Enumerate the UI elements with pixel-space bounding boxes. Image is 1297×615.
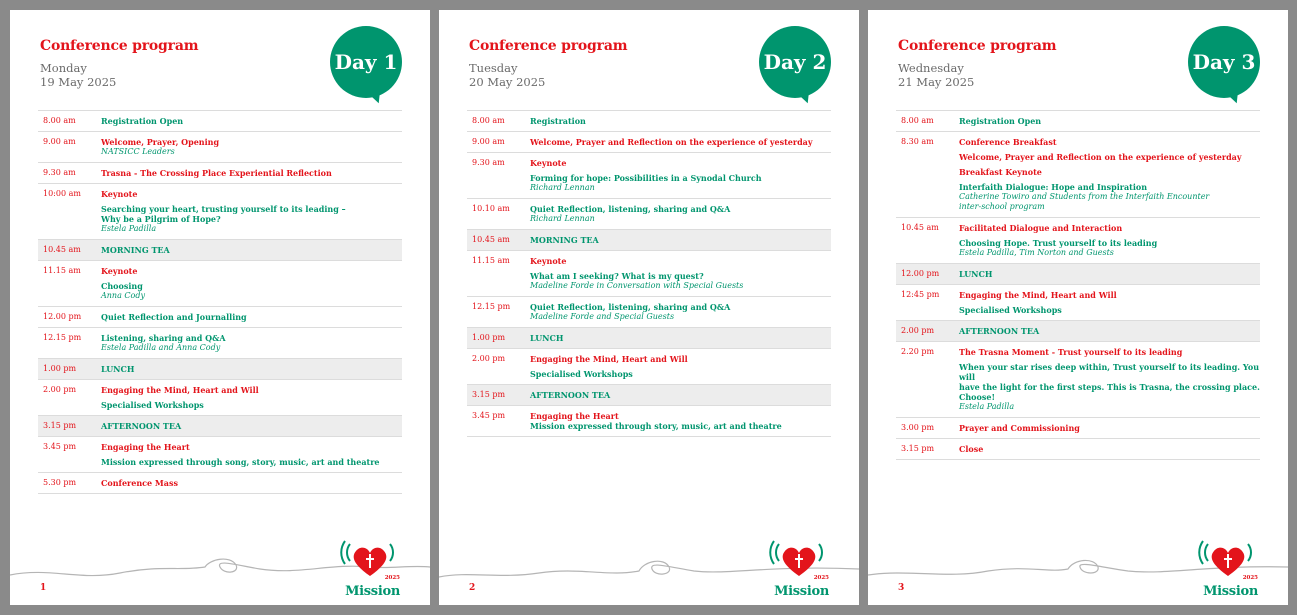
session-speaker: Anna Cody xyxy=(101,291,145,300)
session-title: Engaging the Heart xyxy=(530,411,619,421)
session-details xyxy=(530,235,831,245)
session-details xyxy=(530,333,831,343)
logo-text: Mission xyxy=(1203,584,1258,599)
session-title: LUNCH xyxy=(101,364,135,374)
session-title: Engaging the Mind, Heart and Will xyxy=(530,354,688,364)
session-time: 10.10 am xyxy=(472,204,510,213)
schedule-table xyxy=(896,110,1260,460)
session-time: 8.00 am xyxy=(43,116,76,125)
session-time: 12.00 pm xyxy=(901,269,940,278)
session-speaker: Madeline Forde and Special Guests xyxy=(530,312,675,321)
session-title: Engaging the Mind, Heart and Will xyxy=(101,385,259,395)
session-title: Interfaith Dialogue: Hope and Inspiration xyxy=(959,182,1148,192)
session-time: 1.00 pm xyxy=(472,333,506,342)
session-details xyxy=(530,204,831,224)
weekday: Tuesday xyxy=(469,61,518,75)
session-title: The Trasna Moment - Trust yourself to its leading xyxy=(959,347,1183,357)
schedule-row xyxy=(38,163,402,184)
session-time: 3.15 pm xyxy=(43,421,77,430)
page-number: 1 xyxy=(40,583,47,593)
schedule-row xyxy=(38,261,402,307)
schedule-row xyxy=(467,111,831,132)
schedule-row xyxy=(38,416,402,437)
session-title: Breakfast Keynote xyxy=(959,167,1042,177)
session-title: Quiet Reflection, listening, sharing and Q&A xyxy=(530,204,731,214)
session-time: 1.00 pm xyxy=(43,364,77,373)
page-title: Conference program xyxy=(40,38,199,54)
session-title: Registration Open xyxy=(959,116,1042,126)
session-details xyxy=(530,302,831,322)
weekday: Wednesday xyxy=(898,61,964,75)
program-page-day-3 xyxy=(868,10,1288,605)
session-time: 9.00 am xyxy=(43,137,76,146)
session-details xyxy=(101,442,402,467)
schedule-table xyxy=(38,110,402,494)
schedule-row xyxy=(467,349,831,385)
session-title: Keynote xyxy=(101,266,138,276)
page-number: 3 xyxy=(898,583,905,593)
session-title: Specialised Workshops xyxy=(959,305,1062,315)
session-details xyxy=(530,354,831,379)
session-speaker: Estela Padilla and Anna Cody xyxy=(101,343,221,352)
schedule-row xyxy=(896,264,1260,285)
mission-logo-heart-icon xyxy=(769,536,829,591)
session-details xyxy=(959,137,1260,212)
session-time: 2.00 pm xyxy=(901,326,935,335)
session-title: When your star rises deep within, Trust yourself to its leading. You will xyxy=(959,362,1260,382)
day-badge: Day 2 xyxy=(759,26,831,98)
session-title: MORNING TEA xyxy=(530,235,599,245)
mission-logo-heart-icon xyxy=(1198,536,1258,591)
session-details xyxy=(101,189,402,234)
session-time: 10.45 am xyxy=(472,235,510,244)
session-title: Choosing Hope. Trust yourself to its leading xyxy=(959,238,1158,248)
schedule-row xyxy=(38,132,402,163)
session-speaker: Estela Padilla xyxy=(959,402,1015,411)
program-page-day-2 xyxy=(439,10,859,605)
schedule-row xyxy=(38,328,402,359)
schedule-row xyxy=(896,439,1260,460)
session-title: Welcome, Prayer and Reflection on the experience of yesterday xyxy=(530,137,813,147)
session-details xyxy=(101,245,402,255)
session-title: LUNCH xyxy=(959,269,993,279)
session-time: 8.00 am xyxy=(901,116,934,125)
session-title: Mission expressed through story, music, art and theatre xyxy=(530,421,782,431)
session-time: 2.00 pm xyxy=(43,385,77,394)
schedule-row xyxy=(896,285,1260,321)
session-details xyxy=(530,411,831,431)
date: 20 May 2025 xyxy=(469,75,546,89)
date: 21 May 2025 xyxy=(898,75,975,89)
page-title: Conference program xyxy=(898,38,1057,54)
session-time: 10:00 am xyxy=(43,189,81,198)
schedule-row xyxy=(467,251,831,297)
session-speaker: Richard Lennan xyxy=(530,214,595,223)
session-title: Keynote xyxy=(101,189,138,199)
schedule-table xyxy=(467,110,831,437)
session-time: 8.30 am xyxy=(901,137,934,146)
session-title: Keynote xyxy=(530,256,567,266)
logo-text: Mission xyxy=(345,584,400,599)
page-number: 2 xyxy=(469,583,476,593)
session-speaker: inter-school program xyxy=(959,202,1045,211)
session-details xyxy=(959,444,1260,454)
session-time: 10.45 am xyxy=(901,223,939,232)
schedule-row xyxy=(38,307,402,328)
program-page-day-1 xyxy=(10,10,430,605)
session-details xyxy=(959,223,1260,258)
session-speaker: Catherine Towiro and Students from the Interfaith Encounter xyxy=(959,192,1210,201)
schedule-row xyxy=(896,111,1260,132)
session-details xyxy=(101,421,402,431)
session-details xyxy=(101,168,402,178)
session-time: 11.15 am xyxy=(472,256,510,265)
schedule-row xyxy=(467,132,831,153)
session-time: 2.20 pm xyxy=(901,347,935,356)
schedule-row xyxy=(896,218,1260,264)
session-time: 12.00 pm xyxy=(43,312,82,321)
session-time: 2.00 pm xyxy=(472,354,506,363)
schedule-row xyxy=(38,184,402,240)
session-details xyxy=(101,478,402,488)
session-time: 3.00 pm xyxy=(901,423,935,432)
weekday: Monday xyxy=(40,61,87,75)
session-title: Searching your heart, trusting yourself to its leading – xyxy=(101,204,346,214)
session-title: What am I seeking? What is my quest? xyxy=(530,271,704,281)
session-details xyxy=(530,158,831,193)
session-title: Close xyxy=(959,444,984,454)
logo-year: 2025 xyxy=(384,575,400,581)
session-title: Quiet Reflection, listening, sharing and Q&A xyxy=(530,302,731,312)
session-title: AFTERNOON TEA xyxy=(101,421,182,431)
schedule-row xyxy=(467,406,831,437)
session-title: Mission expressed through song, story, music, art and theatre xyxy=(101,457,380,467)
schedule-row xyxy=(467,385,831,406)
logo-text: Mission xyxy=(774,584,829,599)
session-time: 9.30 am xyxy=(43,168,76,177)
session-time: 9.30 am xyxy=(472,158,505,167)
session-title: have the light for the first steps. This is Trasna, the crossing place. Choose! xyxy=(959,382,1260,402)
session-time: 12.15 pm xyxy=(43,333,82,342)
logo-year: 2025 xyxy=(813,575,829,581)
schedule-row xyxy=(467,328,831,349)
schedule-row xyxy=(896,321,1260,342)
session-time: 12.15 pm xyxy=(472,302,511,311)
session-title: Engaging the Mind, Heart and Will xyxy=(959,290,1117,300)
session-time: 8.00 am xyxy=(472,116,505,125)
session-details xyxy=(530,390,831,400)
schedule-row xyxy=(467,199,831,230)
session-title: Conference Mass xyxy=(101,478,178,488)
session-title: AFTERNOON TEA xyxy=(959,326,1040,336)
session-speaker: Richard Lennan xyxy=(530,183,595,192)
session-speaker: Estela Padilla, Tim Norton and Guests xyxy=(959,248,1114,257)
session-details xyxy=(959,326,1260,336)
session-details xyxy=(530,116,831,126)
session-time: 9.00 am xyxy=(472,137,505,146)
page-title: Conference program xyxy=(469,38,628,54)
session-details xyxy=(101,312,402,322)
session-time: 10.45 am xyxy=(43,245,81,254)
schedule-row xyxy=(38,380,402,416)
session-time: 3.15 pm xyxy=(472,390,506,399)
session-speaker: NATSICC Leaders xyxy=(101,147,175,156)
session-time: 3.15 pm xyxy=(901,444,935,453)
schedule-row xyxy=(467,153,831,199)
session-title: Prayer and Commissioning xyxy=(959,423,1080,433)
session-details xyxy=(959,423,1260,433)
session-details xyxy=(101,116,402,126)
session-title: Keynote xyxy=(530,158,567,168)
session-title: Choosing xyxy=(101,281,143,291)
session-title: Listening, sharing and Q&A xyxy=(101,333,226,343)
session-details xyxy=(101,385,402,410)
session-title: LUNCH xyxy=(530,333,564,343)
session-details xyxy=(530,256,831,291)
session-title: Specialised Workshops xyxy=(101,400,204,410)
session-title: MORNING TEA xyxy=(101,245,170,255)
session-title: Facilitated Dialogue and Interaction xyxy=(959,223,1123,233)
session-title: Trasna - The Crossing Place Experiential Reflection xyxy=(101,168,332,178)
session-title: Specialised Workshops xyxy=(530,369,633,379)
session-title: Forming for hope: Possibilities in a Synodal Church xyxy=(530,173,762,183)
session-title: Registration xyxy=(530,116,586,126)
session-details xyxy=(959,269,1260,279)
date: 19 May 2025 xyxy=(40,75,117,89)
session-time: 12:45 pm xyxy=(901,290,940,299)
day-badge: Day 3 xyxy=(1188,26,1260,98)
schedule-row xyxy=(38,359,402,380)
day-badge: Day 1 xyxy=(330,26,402,98)
session-details xyxy=(101,137,402,157)
schedule-row xyxy=(38,473,402,494)
session-details xyxy=(101,266,402,301)
schedule-row xyxy=(38,437,402,473)
session-title: Welcome, Prayer, Opening xyxy=(101,137,220,147)
session-title: Engaging the Heart xyxy=(101,442,190,452)
session-time: 5.30 pm xyxy=(43,478,77,487)
session-title: Registration Open xyxy=(101,116,184,126)
session-title: Quiet Reflection and Journalling xyxy=(101,312,247,322)
session-time: 11.15 am xyxy=(43,266,81,275)
session-title: Conference Breakfast xyxy=(959,137,1057,147)
session-details xyxy=(959,290,1260,315)
session-title: Welcome, Prayer and Reflection on the experience of yesterday xyxy=(959,152,1242,162)
schedule-row xyxy=(38,111,402,132)
session-details xyxy=(101,333,402,353)
session-time: 3.45 pm xyxy=(43,442,77,451)
schedule-row xyxy=(38,240,402,261)
schedule-row xyxy=(896,418,1260,439)
session-speaker: Estela Padilla xyxy=(101,224,157,233)
mission-logo-heart-icon xyxy=(340,536,400,591)
session-title: Why be a Pilgrim of Hope? xyxy=(101,214,221,224)
schedule-row xyxy=(467,297,831,328)
logo-year: 2025 xyxy=(1242,575,1258,581)
session-time: 3.45 pm xyxy=(472,411,506,420)
schedule-row xyxy=(467,230,831,251)
session-speaker: Madeline Forde in Conversation with Special Guests xyxy=(530,281,744,290)
schedule-row xyxy=(896,342,1260,418)
session-details xyxy=(959,116,1260,126)
session-details xyxy=(530,137,831,147)
session-details xyxy=(101,364,402,374)
schedule-row xyxy=(896,132,1260,218)
session-details xyxy=(959,347,1260,412)
session-title: AFTERNOON TEA xyxy=(530,390,611,400)
